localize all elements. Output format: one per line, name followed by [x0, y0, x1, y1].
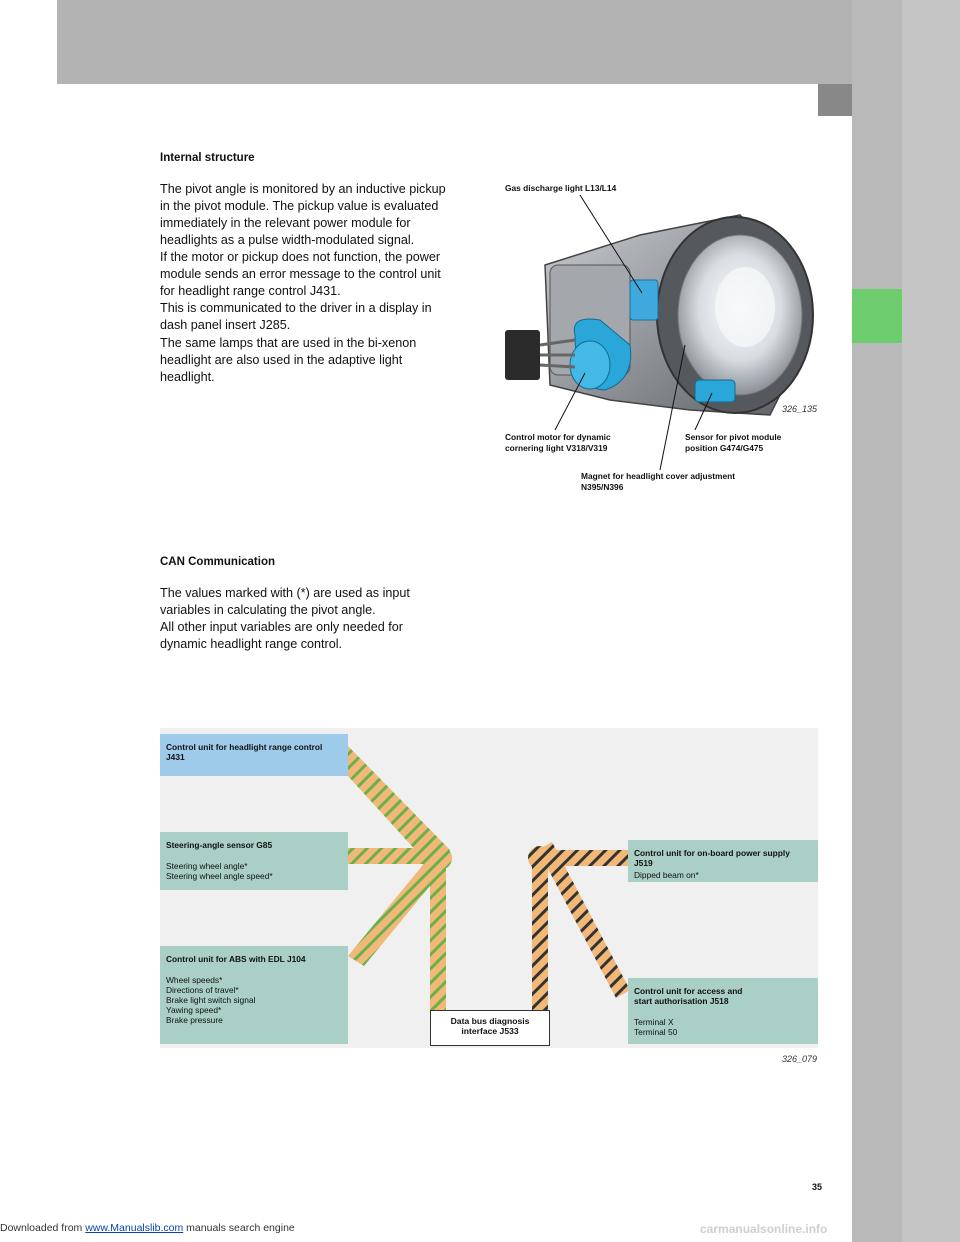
j519-signals: Dipped beam on*	[634, 870, 699, 880]
j104-signals: Wheel speeds* Directions of travel* Brake light switch signal Yawing speed* Brake pressure	[166, 975, 256, 1025]
g85-title: Steering-angle sensor G85	[166, 840, 273, 850]
footer-prefix: Downloaded from	[0, 1222, 86, 1234]
can-diagram	[160, 728, 818, 1048]
download-footer	[0, 1222, 295, 1234]
chapter-tab	[852, 289, 902, 343]
j104-box	[160, 946, 348, 1044]
g85-box	[160, 832, 348, 890]
j518-box	[628, 978, 818, 1044]
j104-title: Control unit for ABS with EDL J104	[166, 954, 306, 964]
side-marker	[818, 84, 852, 116]
watermark: carmanualsonline.info	[700, 1222, 828, 1236]
j431-box	[160, 734, 348, 776]
j519-box	[628, 840, 818, 882]
j431-title: Control unit for headlight range control J431	[166, 742, 323, 762]
internal-structure-paragraph-2: The same lamps that are used in the bi-xenon headlight are also used in the adaptive light headlight.	[160, 336, 417, 384]
g85-signals: Steering wheel angle* Steering wheel angle speed*	[166, 861, 273, 881]
internal-structure-heading: Internal structure	[160, 152, 255, 164]
figure2-id: 326_079	[782, 1054, 818, 1064]
page-number: 35	[812, 1182, 823, 1192]
callout-sensor-pivot: Sensor for pivot module position G474/G475	[685, 432, 782, 453]
side-edge	[902, 0, 960, 1242]
internal-structure-paragraph-1: The pivot angle is monitored by an inductive pickup in the pivot module. The pickup value is evaluated immediately in the relevant power module for headlights as a pulse width-modulated signal. If the motor or pickup does not function, the power module sends an error message to the control unit for headlight range control J431. This is communicated to the driver in a display in dash panel insert J285.	[160, 182, 446, 332]
footer-suffix: manuals search engine	[183, 1222, 295, 1234]
j519-title: Control unit for on-board power supply J519	[634, 848, 790, 868]
callout-gas-discharge-light: Gas discharge light L13/L14	[505, 183, 617, 193]
header-band	[57, 0, 852, 84]
j518-title: Control unit for access and start authorisation J518	[634, 986, 743, 1006]
j533-box: Data bus diagnosis interface J533	[430, 1010, 550, 1046]
callout-control-motor: Control motor for dynamic cornering light V318/V319	[505, 432, 611, 453]
can-paragraph: The values marked with (*) are used as input variables in calculating the pivot angle. All other input variables are only needed for dynamic headlight range control.	[160, 586, 410, 651]
manualslib-link[interactable]: www.Manualslib.com	[85, 1222, 184, 1234]
can-heading: CAN Communication	[160, 556, 275, 568]
j518-signals: Terminal X Terminal 50	[634, 1017, 678, 1037]
callout-magnet: Magnet for headlight cover adjustment N395/N396	[581, 471, 736, 492]
figure1-id: 326_135	[782, 404, 818, 414]
